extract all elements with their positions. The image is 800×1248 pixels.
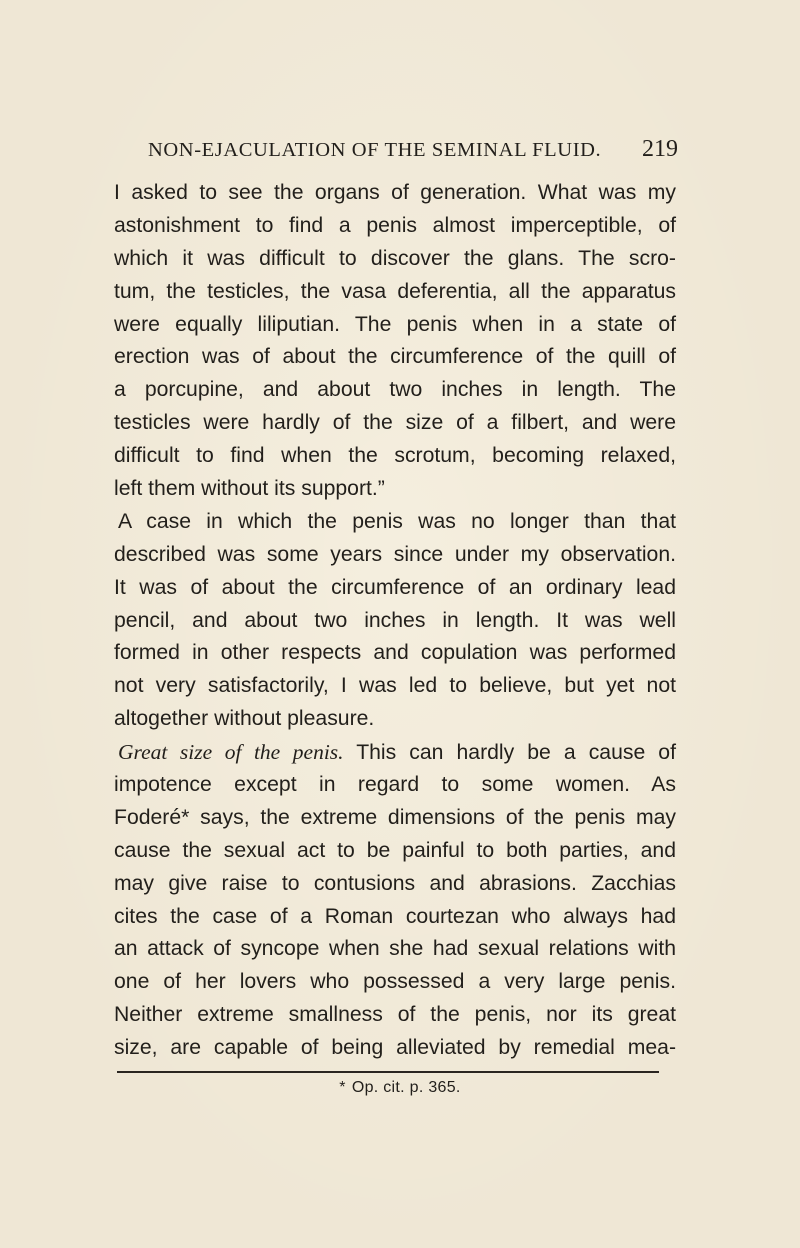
text-line: difficult to find when the scrotum, becoming relaxed, xyxy=(114,444,676,468)
page-number: 219 xyxy=(642,136,678,162)
text-line: Neither extreme smallness of the penis, nor its great xyxy=(114,1003,676,1027)
text-line: not very satisfactorily, I was led to believe, but yet not xyxy=(114,674,676,698)
footnote xyxy=(0,1079,800,1097)
text-line: an attack of syncope when she had sexual relations with xyxy=(114,937,676,961)
text-line-rest: This can hardly be a cause of xyxy=(356,741,676,765)
text-line: impotence except in regard to some women. As xyxy=(114,773,676,797)
text-line: formed in other respects and copulation was performed xyxy=(114,641,676,665)
text-line: erection was of about the circumference of the quill of xyxy=(114,345,676,369)
text-line: may give raise to contusions and abrasions. Zacchias xyxy=(114,871,676,895)
text-line: tum, the testicles, the vasa deferentia, all the apparatus xyxy=(114,279,676,303)
footnote-text: Op. cit. p. 365. xyxy=(351,1079,461,1096)
text-line: testicles were hardly of the size of a filbert, and were xyxy=(114,411,676,435)
text-line: a porcupine, and about two inches in length. The xyxy=(114,378,676,402)
text-line: Foderé* says, the extreme dimensions of the penis may xyxy=(114,805,676,829)
text-line: which it was difficult to discover the glans. The scro- xyxy=(114,246,676,270)
footnote-marker: * xyxy=(339,1079,346,1096)
text-line: were equally liliputian. The penis when in a state of xyxy=(114,312,676,336)
text-line: It was of about the circumference of an ordinary lead xyxy=(114,575,676,599)
text-line: left them without its support.” xyxy=(114,477,385,501)
page-header xyxy=(148,136,678,170)
text-line-with-heading xyxy=(114,736,676,769)
text-line: one of her lovers who possessed a very large penis. xyxy=(114,970,676,994)
text-line: altogether without pleasure. xyxy=(114,707,375,731)
text-line: I asked to see the organs of generation. What was my xyxy=(114,181,676,204)
text-line: described was some years since under my observation. xyxy=(114,542,676,566)
italic-side-heading: Great size of the penis. xyxy=(118,740,344,765)
footnote-divider xyxy=(117,1071,659,1073)
text-line: astonishment to find a penis almost imperceptible, of xyxy=(114,213,676,237)
body-text xyxy=(114,177,676,1065)
text-line: A case in which the penis was no longer than that xyxy=(118,509,676,533)
running-head: NON-EJACULATION OF THE SEMINAL FLUID. xyxy=(148,139,602,161)
text-line: cause the sexual act to be painful to both parties, and xyxy=(114,838,676,862)
text-line: size, are capable of being alleviated by remedial mea- xyxy=(114,1036,676,1060)
text-line: cites the case of a Roman courtezan who always had xyxy=(114,904,676,928)
text-line: pencil, and about two inches in length. It was well xyxy=(114,608,676,632)
